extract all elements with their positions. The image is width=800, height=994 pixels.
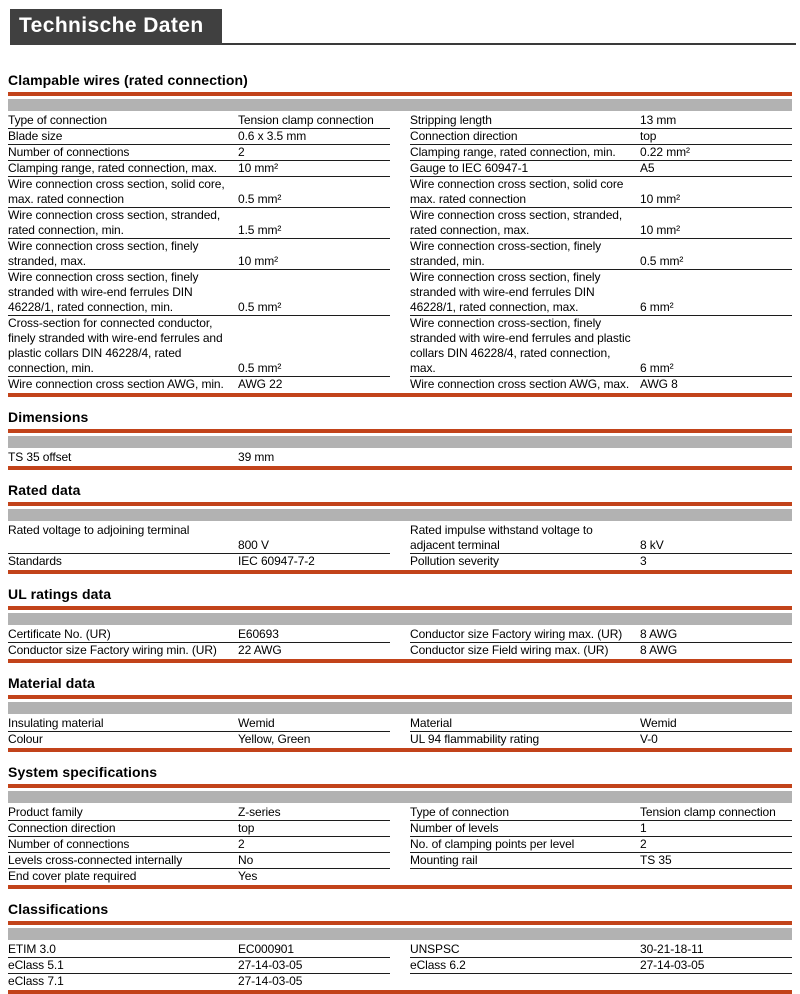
- spec-row: [8, 113, 792, 129]
- section-rule-top: [8, 429, 792, 433]
- spec-pair: [8, 942, 390, 958]
- spec-label: Product family: [8, 805, 83, 819]
- spec-label: eClass 5.1: [8, 958, 64, 972]
- section-header-bar: [8, 99, 792, 111]
- spec-label: Type of connection: [8, 113, 107, 127]
- spec-pair: [8, 523, 390, 554]
- spec-rows: [8, 942, 792, 989]
- section-title: UL ratings data: [8, 586, 112, 602]
- spec-pair: [8, 627, 390, 643]
- spec-value: 1.5 mm²: [238, 223, 282, 237]
- spec-label: Levels cross-connected internally: [8, 853, 183, 867]
- spec-pair: [410, 821, 792, 837]
- spec-row: [8, 523, 792, 554]
- spec-value: 0.5 mm²: [238, 361, 282, 375]
- spec-value: 10 mm²: [238, 254, 279, 268]
- section-title: Material data: [8, 675, 95, 691]
- section-rule-bottom: [8, 393, 792, 397]
- spec-label: Wire connection cross section AWG, max.: [410, 377, 630, 391]
- spec-label: Blade size: [8, 129, 63, 143]
- section-rule-top: [8, 606, 792, 610]
- spec-value: 10 mm²: [238, 161, 279, 175]
- spec-pair: [8, 853, 390, 869]
- spec-row: [8, 853, 792, 869]
- spec-pair: [8, 270, 390, 316]
- spec-value: 0.5 mm²: [238, 300, 282, 314]
- spec-value: 27-14-03-05: [238, 974, 303, 988]
- spec-row: [8, 869, 792, 884]
- spec-value: 8 AWG: [640, 627, 678, 641]
- spec-row: [8, 942, 792, 958]
- spec-label: Wire connection cross section AWG, min.: [8, 377, 224, 391]
- spec-value: Yes: [238, 869, 258, 883]
- section-ul-ratings-data: [8, 586, 792, 663]
- spec-rows: [8, 523, 792, 569]
- spec-label: Mounting rail: [410, 853, 478, 867]
- spec-value: top: [640, 129, 657, 143]
- spec-pair: [8, 716, 390, 732]
- section-rule-top: [8, 695, 792, 699]
- section-material-data: [8, 675, 792, 752]
- spec-pair: [410, 942, 792, 958]
- spec-pair: [410, 958, 792, 974]
- spec-label: Connection direction: [8, 821, 116, 835]
- spec-pair: [410, 377, 792, 392]
- spec-label: Colour: [8, 732, 43, 746]
- spec-pair: [410, 643, 792, 658]
- spec-label: Rated impulse withstand voltage to adjacent terminal: [410, 523, 593, 552]
- spec-rows: [8, 113, 792, 392]
- section-classifications: [8, 901, 792, 994]
- spec-value: 39 mm: [238, 450, 275, 464]
- spec-label: Rated voltage to adjoining terminal: [8, 523, 190, 537]
- spec-pair: [410, 145, 792, 161]
- spec-pair: [8, 129, 390, 145]
- section-system-specifications: [8, 764, 792, 889]
- spec-value: 6 mm²: [640, 361, 674, 375]
- spec-label: Conductor size Factory wiring min. (UR): [8, 643, 217, 657]
- section-rule-top: [8, 502, 792, 506]
- spec-label: Material: [410, 716, 452, 730]
- datasheet-body: [8, 72, 792, 994]
- spec-pair: [410, 161, 792, 177]
- spec-label: Wire connection cross section, solid core max. rated connection: [410, 177, 624, 206]
- spec-pair: [410, 523, 792, 554]
- spec-pair: [8, 643, 390, 658]
- spec-value: 8 kV: [640, 538, 664, 552]
- spec-label: Standards: [8, 554, 62, 568]
- spec-value: AWG 8: [640, 377, 678, 391]
- section-title: Dimensions: [8, 409, 89, 425]
- section-dimensions: [8, 409, 792, 470]
- spec-label: Conductor size Factory wiring max. (UR): [410, 627, 623, 641]
- spec-label: Certificate No. (UR): [8, 627, 111, 641]
- section-title: Clampable wires (rated connection): [8, 72, 248, 88]
- spec-pair: [8, 177, 390, 208]
- spec-pair: [410, 554, 792, 569]
- spec-pair: [410, 627, 792, 643]
- spec-value: 10 mm²: [640, 192, 681, 206]
- spec-row: [8, 377, 792, 392]
- spec-pair: [8, 145, 390, 161]
- spec-value: 30-21-18-11: [640, 942, 704, 956]
- spec-row: [8, 554, 792, 569]
- spec-pair: [410, 732, 792, 747]
- spec-pair: [410, 837, 792, 853]
- spec-pair: [410, 853, 792, 869]
- spec-value: 10 mm²: [640, 223, 681, 237]
- section-rule-bottom: [8, 466, 792, 470]
- spec-row: [8, 974, 792, 989]
- section-rule-bottom: [8, 990, 792, 994]
- spec-row: [8, 177, 792, 208]
- spec-row: [8, 643, 792, 658]
- spec-row: [8, 270, 792, 316]
- spec-label: UNSPSC: [410, 942, 460, 956]
- spec-label: No. of clamping points per level: [410, 837, 575, 851]
- spec-row: [8, 805, 792, 821]
- spec-pair-empty: [410, 450, 792, 465]
- spec-value: 0.5 mm²: [238, 192, 282, 206]
- spec-row: [8, 837, 792, 853]
- spec-rows: [8, 716, 792, 747]
- spec-label: End cover plate required: [8, 869, 137, 883]
- spec-label: Conductor size Field wiring max. (UR): [410, 643, 609, 657]
- spec-label: Wire connection cross-section, finely stranded, min.: [410, 239, 602, 268]
- spec-pair-empty: [410, 974, 792, 989]
- spec-value: A5: [640, 161, 655, 175]
- section-header-bar: [8, 791, 792, 803]
- spec-pair: [410, 716, 792, 732]
- spec-value: 800 V: [238, 538, 269, 552]
- spec-pair: [8, 316, 390, 377]
- spec-label: UL 94 flammability rating: [410, 732, 540, 746]
- spec-value: V-0: [640, 732, 658, 746]
- spec-value: Yellow, Green: [238, 732, 311, 746]
- spec-value: 2: [640, 837, 647, 851]
- spec-pair: [8, 837, 390, 853]
- spec-pair: [410, 805, 792, 821]
- spec-label: Cross-section for connected conductor, finely stranded with wire-end ferrules and plastic collars DIN 46228/4, rated connection, min.: [8, 316, 223, 375]
- spec-label: TS 35 offset: [8, 450, 72, 464]
- section-clampable-wires: [8, 72, 792, 397]
- spec-row: [8, 145, 792, 161]
- spec-pair: [8, 869, 390, 884]
- spec-value: 22 AWG: [238, 643, 282, 657]
- section-rule-bottom: [8, 659, 792, 663]
- spec-label: Number of connections: [8, 837, 130, 851]
- spec-pair: [8, 239, 390, 270]
- page-title-banner: [10, 9, 796, 45]
- spec-pair: [8, 554, 390, 569]
- spec-value: Wemid: [640, 716, 677, 730]
- spec-label: Connection direction: [410, 129, 518, 143]
- spec-row: [8, 716, 792, 732]
- spec-value: 3: [640, 554, 647, 568]
- spec-value: TS 35: [640, 853, 672, 867]
- spec-label: Wire connection cross section, finely stranded with wire-end ferrules DIN 46228/1, rated connection, min.: [8, 270, 199, 314]
- spec-pair: [410, 129, 792, 145]
- spec-label: Wire connection cross section, stranded, rated connection, min.: [8, 208, 221, 237]
- spec-label: Wire connection cross section, solid core, max. rated connection: [8, 177, 225, 206]
- spec-label: eClass 6.2: [410, 958, 466, 972]
- spec-value: 27-14-03-05: [238, 958, 303, 972]
- spec-label: Type of connection: [410, 805, 509, 819]
- section-header-bar: [8, 436, 792, 448]
- section-title: Classifications: [8, 901, 109, 917]
- spec-row: [8, 239, 792, 270]
- section-header-bar: [8, 613, 792, 625]
- spec-value: IEC 60947-7-2: [238, 554, 315, 568]
- spec-row: [8, 161, 792, 177]
- section-rated-data: [8, 482, 792, 574]
- spec-pair: [8, 161, 390, 177]
- spec-value: E60693: [238, 627, 279, 641]
- spec-rows: [8, 450, 792, 465]
- spec-value: No: [238, 853, 254, 867]
- section-rule-bottom: [8, 748, 792, 752]
- spec-label: Number of connections: [8, 145, 130, 159]
- spec-rows: [8, 805, 792, 884]
- section-rule-bottom: [8, 570, 792, 574]
- spec-value: top: [238, 821, 255, 835]
- spec-row: [8, 821, 792, 837]
- spec-pair: [8, 377, 390, 392]
- spec-row: [8, 316, 792, 377]
- spec-pair: [410, 208, 792, 239]
- spec-label: Pollution severity: [410, 554, 499, 568]
- spec-pair: [410, 270, 792, 316]
- spec-pair: [410, 316, 792, 377]
- spec-pair: [8, 732, 390, 747]
- spec-pair: [410, 177, 792, 208]
- spec-pair: [410, 239, 792, 270]
- spec-value: Z-series: [238, 805, 281, 819]
- spec-pair-empty: [410, 869, 792, 884]
- section-header-bar: [8, 509, 792, 521]
- spec-row: [8, 732, 792, 747]
- spec-row: [8, 958, 792, 974]
- spec-row: [8, 627, 792, 643]
- spec-label: Clamping range, rated connection, min.: [410, 145, 616, 159]
- spec-label: Number of levels: [410, 821, 499, 835]
- spec-label: Insulating material: [8, 716, 104, 730]
- spec-pair: [8, 958, 390, 974]
- section-rule-top: [8, 921, 792, 925]
- section-rule-bottom: [8, 885, 792, 889]
- spec-value: Tension clamp connection: [238, 113, 374, 127]
- spec-value: AWG 22: [238, 377, 283, 391]
- spec-label: Stripping length: [410, 113, 492, 127]
- spec-value: 2: [238, 837, 245, 851]
- spec-label: Gauge to IEC 60947-1: [410, 161, 529, 175]
- spec-pair: [8, 974, 390, 989]
- spec-value: EC000901: [238, 942, 294, 956]
- spec-value: 0.5 mm²: [640, 254, 684, 268]
- spec-pair: [8, 208, 390, 239]
- spec-label: eClass 7.1: [8, 974, 64, 988]
- spec-value: 6 mm²: [640, 300, 674, 314]
- spec-row: [8, 208, 792, 239]
- spec-value: Tension clamp connection: [640, 805, 776, 819]
- page-title: Technische Daten: [10, 9, 222, 45]
- spec-value: 8 AWG: [640, 643, 678, 657]
- spec-row: [8, 450, 792, 465]
- spec-rows: [8, 627, 792, 658]
- section-header-bar: [8, 702, 792, 714]
- spec-label: Wire connection cross section, finely stranded with wire-end ferrules DIN 46228/1, rated connection, max.: [410, 270, 601, 314]
- section-title: System specifications: [8, 764, 158, 780]
- spec-pair: [8, 113, 390, 129]
- spec-pair: [410, 113, 792, 129]
- spec-value: 0.22 mm²: [640, 145, 690, 159]
- spec-value: 27-14-03-05: [640, 958, 705, 972]
- spec-value: 1: [640, 821, 647, 835]
- spec-value: 0.6 x 3.5 mm: [238, 129, 307, 143]
- spec-row: [8, 129, 792, 145]
- spec-value: 13 mm: [640, 113, 677, 127]
- spec-label: Wire connection cross section, stranded, rated connection, max.: [410, 208, 623, 237]
- spec-label: Clamping range, rated connection, max.: [8, 161, 217, 175]
- section-rule-top: [8, 784, 792, 788]
- section-rule-top: [8, 92, 792, 96]
- spec-value: 2: [238, 145, 245, 159]
- spec-value: Wemid: [238, 716, 275, 730]
- spec-pair: [8, 821, 390, 837]
- spec-label: Wire connection cross-section, finely stranded with wire-end ferrules and plastic collars DIN 46228/4, rated connection, max.: [410, 316, 631, 375]
- section-header-bar: [8, 928, 792, 940]
- spec-label: Wire connection cross section, finely stranded, max.: [8, 239, 199, 268]
- section-title: Rated data: [8, 482, 81, 498]
- spec-pair: [8, 450, 390, 465]
- spec-pair: [8, 805, 390, 821]
- spec-label: ETIM 3.0: [8, 942, 56, 956]
